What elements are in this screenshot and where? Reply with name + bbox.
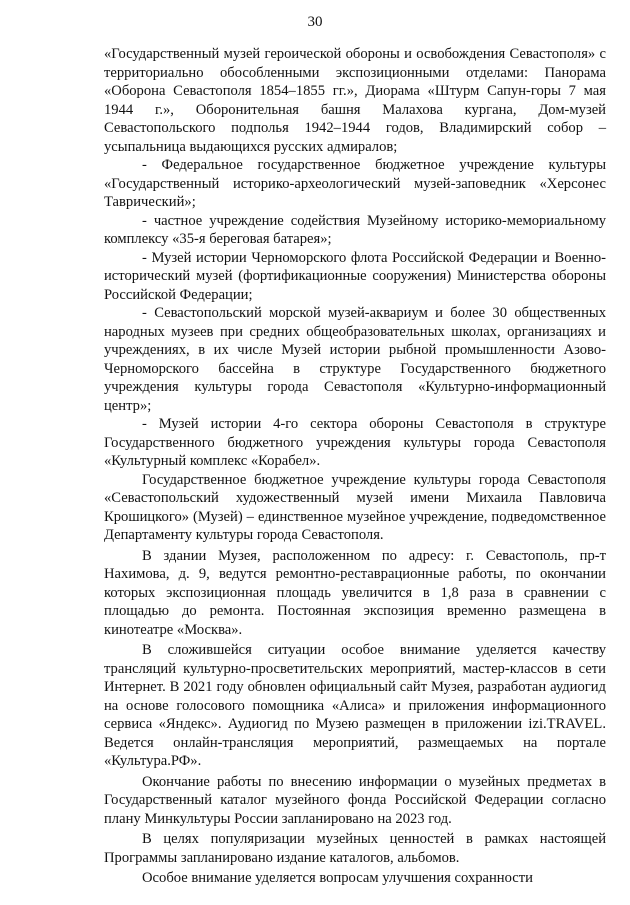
paragraph-online-broadcasts: В сложившейся ситуации особое внимание уделяется качеству трансляций культурно-просветительских мероприятий, мастер-классов в сети Интернет. В 2021 году обновлен официальный сайт Музея, разработан аудиогид на основе голосового помощника «Алиса» и приложения информационного сервиса «Яндекс». Аудиогид по Музею размещен в приложении izi.TRAVEL. Ведется онлайн-трансляция мероприятий, размещаемых на портале «Культура.РФ». xyxy=(104,642,606,769)
paragraph-art-museum: Государственное бюджетное учреждение культуры города Севастополя «Севастопольский художественный музей имени Михаила Павловича Крошицкого» (Музей) – единственное музейное учреждение, подведомственное Департаменту культуры города Севастополя. xyxy=(104,471,606,543)
paragraph-catalog-publishing: В целях популяризации музейных ценностей в рамках настоящей Программы запланировано издание каталогов, альбомов. xyxy=(104,831,606,866)
paragraph-4th-sector-museum: - Музей истории 4-го сектора обороны Севастополя в структуре Государственного бюджетного учреждения культуры города Севастополя «Культурный комплекс «Корабел». xyxy=(104,416,606,469)
paragraph-chersonesus: - Федеральное государственное бюджетное учреждение культуры «Государственный историко-археологический музей-заповедник «Херсонес Таврический»; xyxy=(104,157,606,210)
paragraph-35th-battery: - частное учреждение содействия Музейному историко-мемориальному комплексу «35-я береговая батарея»; xyxy=(104,212,606,247)
page-number: 30 xyxy=(307,14,323,30)
paragraph-aquarium-museum: - Севастопольский морской музей-аквариум и более 30 общественных народных музеев при средних общеобразовательных школах, организациях и учреждениях, в их числе Музей истории рыбной промышленности Азово-Черноморского бассейна в структуре Государственного бюджетного учреждения культуры города Севастополя «Культурно-информационный центр»; xyxy=(104,305,606,414)
document-body xyxy=(104,45,606,888)
paragraph-renovation: В здании Музея, расположенном по адресу: г. Севастополь, пр-т Нахимова, д. 9, ведутся ремонтно-реставрационные работы, по окончании которых экспозиционная площадь увеличится в 1,8 раза в сравнении с площадью до ремонта. Постоянная экспозиция временно размещена в кинотеатре «Москва». xyxy=(104,547,606,638)
paragraph-black-sea-fleet-museum: - Музей истории Черноморского флота Российской Федерации и Военно-исторический музей (фортификационные сооружения) Министерства обороны Российской Федерации; xyxy=(104,249,606,303)
paragraph-museum-of-defense: «Государственный музей героической обороны и освобождения Севастополя» с территориально обособленными экспозиционными отделами: Панорама «Оборона Севастополя 1854–1855 гг.», Диорама «Штурм Сапун-горы 7 мая 1944 г.», Оборонительная башня Малахова кургана, Дом-музей Севастопольского подполья 1942–1944 годов, Владимирский собор – усыпальница выдающихся русских адмиралов; xyxy=(104,46,606,155)
paragraph-state-catalog: Окончание работы по внесению информации о музейных предметах в Государственный каталог музейного фонда Российской Федерации согласно плану Минкультуры России запланировано на 2023 год. xyxy=(104,773,606,827)
paragraph-preservation: Особое внимание уделяется вопросам улучшения сохранности xyxy=(142,870,533,886)
